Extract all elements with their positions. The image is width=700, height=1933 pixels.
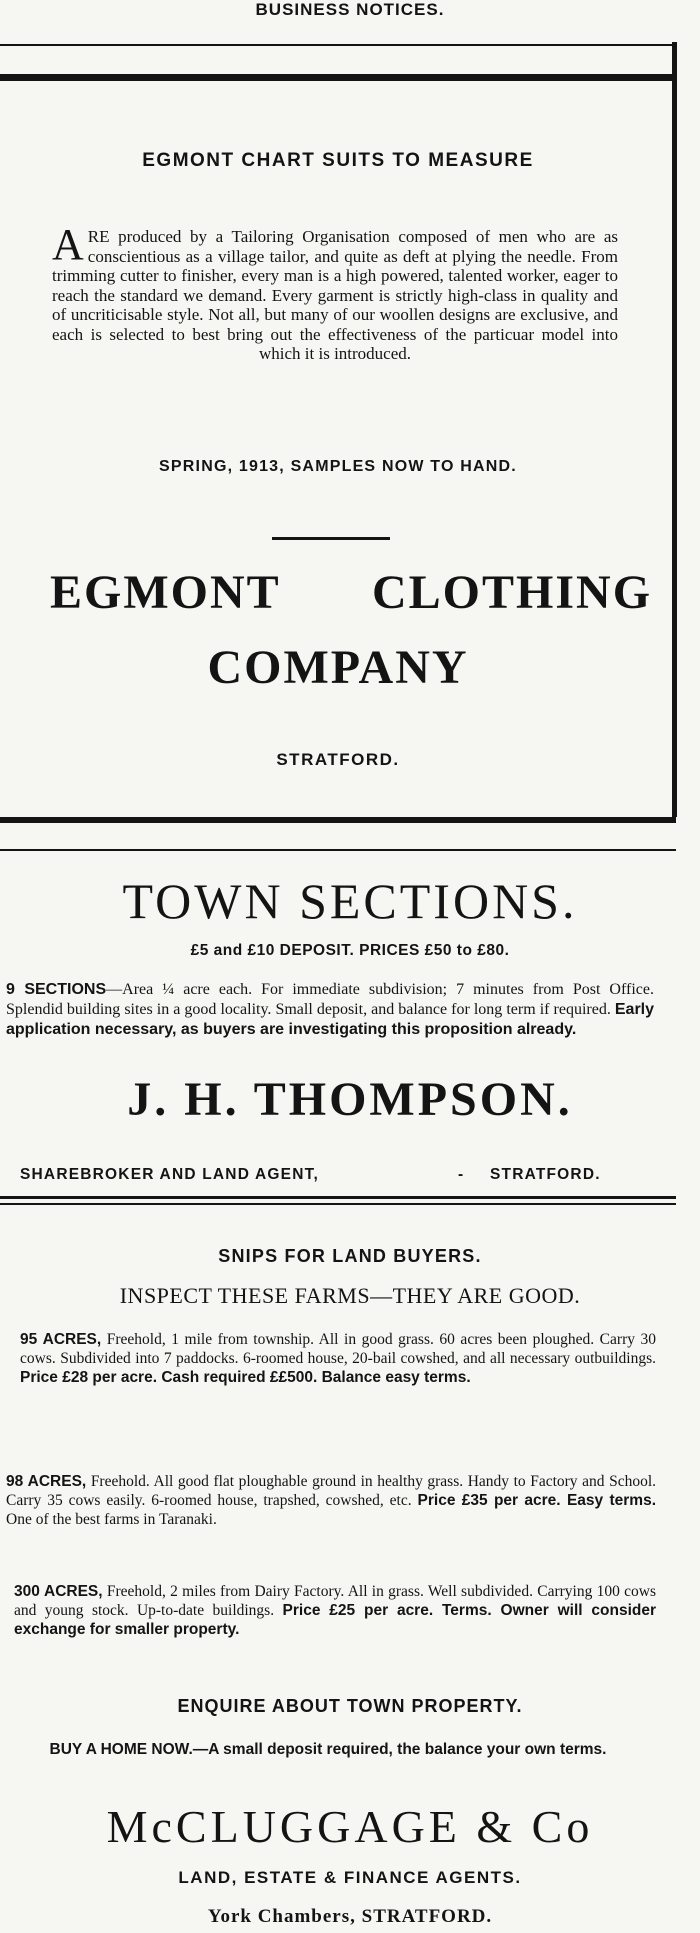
snips-heading: SNIPS FOR LAND BUYERS.	[218, 1246, 482, 1266]
listing-300-price: Price £25 per acre. Terms. Owner will consider exchange for smaller property.	[14, 1602, 657, 1638]
listing-98-price: Price £35 per acre. Easy terms.	[417, 1492, 656, 1509]
egmont-town: STRATFORD.	[276, 750, 400, 769]
drop-cap: A	[52, 220, 84, 269]
box-bottom-border	[0, 817, 676, 823]
egmont-heading: EGMONT CHART SUITS TO MEASURE	[142, 150, 534, 171]
agent-town: STRATFORD.	[490, 1166, 601, 1183]
listing-300-acres	[14, 1582, 656, 1639]
listing-98-lead: 98 ACRES,	[6, 1473, 87, 1490]
town-sections-bold: Early application necessary, as buyers are investigating this proposition already.	[6, 1001, 655, 1038]
town-heading: TOWN SECTIONS.	[122, 873, 578, 929]
egmont-body-block	[52, 220, 618, 364]
firm-role: LAND, ESTATE & FINANCE AGENTS.	[178, 1868, 522, 1887]
town-top-rule	[0, 849, 676, 851]
box-top-border	[0, 74, 676, 81]
town-sections-body: —Area ¼ acre each. For immediate subdivision; 7 minutes from Post Office. Splendid building sites in a good locality. Small deposit, and balance for long term if required.	[6, 981, 655, 1018]
agent-dash: -	[458, 1166, 464, 1183]
egmont-samples: SPRING, 1913, SAMPLES NOW TO HAND.	[159, 458, 517, 475]
snips-subheading: INSPECT THESE FARMS—THEY ARE GOOD.	[119, 1283, 581, 1308]
company-word-clothing: CLOTHING	[372, 566, 653, 619]
snips-top-rule-2	[0, 1203, 676, 1205]
listing-95-text: Freehold, 1 mile from township. All in good grass. 60 acres been ploughed. Carry 30 cows. Subdivided into 7 paddocks. 6-roomed house, 20-bail cowshed, and all necessary outbuildings.	[20, 1331, 657, 1367]
listing-95-lead: 95 ACRES,	[20, 1331, 102, 1348]
snips-top-rule-1	[0, 1196, 676, 1199]
listing-300-lead: 300 ACRES,	[14, 1583, 103, 1600]
company-word-company: COMPANY	[207, 641, 469, 694]
town-deposit: £5 and £10 DEPOSIT. PRICES £50 to £80.	[190, 942, 510, 959]
top-rule	[0, 44, 676, 46]
firm-address: York Chambers, STRATFORD.	[207, 1906, 493, 1927]
listing-95-price: Price £28 per acre. Cash required ££500. Balance easy terms.	[20, 1369, 471, 1386]
page-header: BUSINESS NOTICES.	[255, 0, 445, 19]
enquire-heading: ENQUIRE ABOUT TOWN PROPERTY.	[177, 1696, 523, 1716]
agent-name: J. H. THOMPSON.	[127, 1073, 573, 1126]
agent-role: SHAREBROKER AND LAND AGENT,	[20, 1166, 320, 1183]
listing-98-text: Freehold. All good flat ploughable ground in healthy grass. Handy to Factory and School. Carry 35 cows easily. 6-roomed house, trapshed, cowshed, etc.	[6, 1473, 657, 1509]
listing-300-text: Freehold, 2 miles from Dairy Factory. All in grass. Well subdivided. Carrying 100 cows and young stock. Up-to-date buildings.	[14, 1583, 657, 1619]
town-sections-lead: 9 SECTIONS	[6, 981, 107, 998]
egmont-divider	[272, 537, 390, 540]
firm-name: McCLUGGAGE & Co	[106, 1801, 594, 1852]
company-word-egmont: EGMONT	[50, 566, 281, 619]
buy-home: BUY A HOME NOW.—A small deposit required, the balance your own terms.	[49, 1741, 607, 1758]
listing-98-tail: One of the best farms in Taranaki.	[6, 1511, 217, 1528]
town-sections-text	[6, 980, 654, 1040]
egmont-body: RE produced by a Tailoring Organisation composed of men who are as conscientious as a village tailor, and quite as deft at plying the needle. From trimming cutter to finisher, every man is a high powered, talented worker, eager to reach the standard we demand. Every garment is strictly high-class in quality and of uncriticisable style. Not all, but many of our woollen designs are exclusive, and each is selected to best bring out the effectiveness of the particuar model into which it is introduced.	[52, 227, 618, 363]
listing-98-acres	[6, 1472, 656, 1529]
listing-95-acres	[20, 1330, 656, 1387]
